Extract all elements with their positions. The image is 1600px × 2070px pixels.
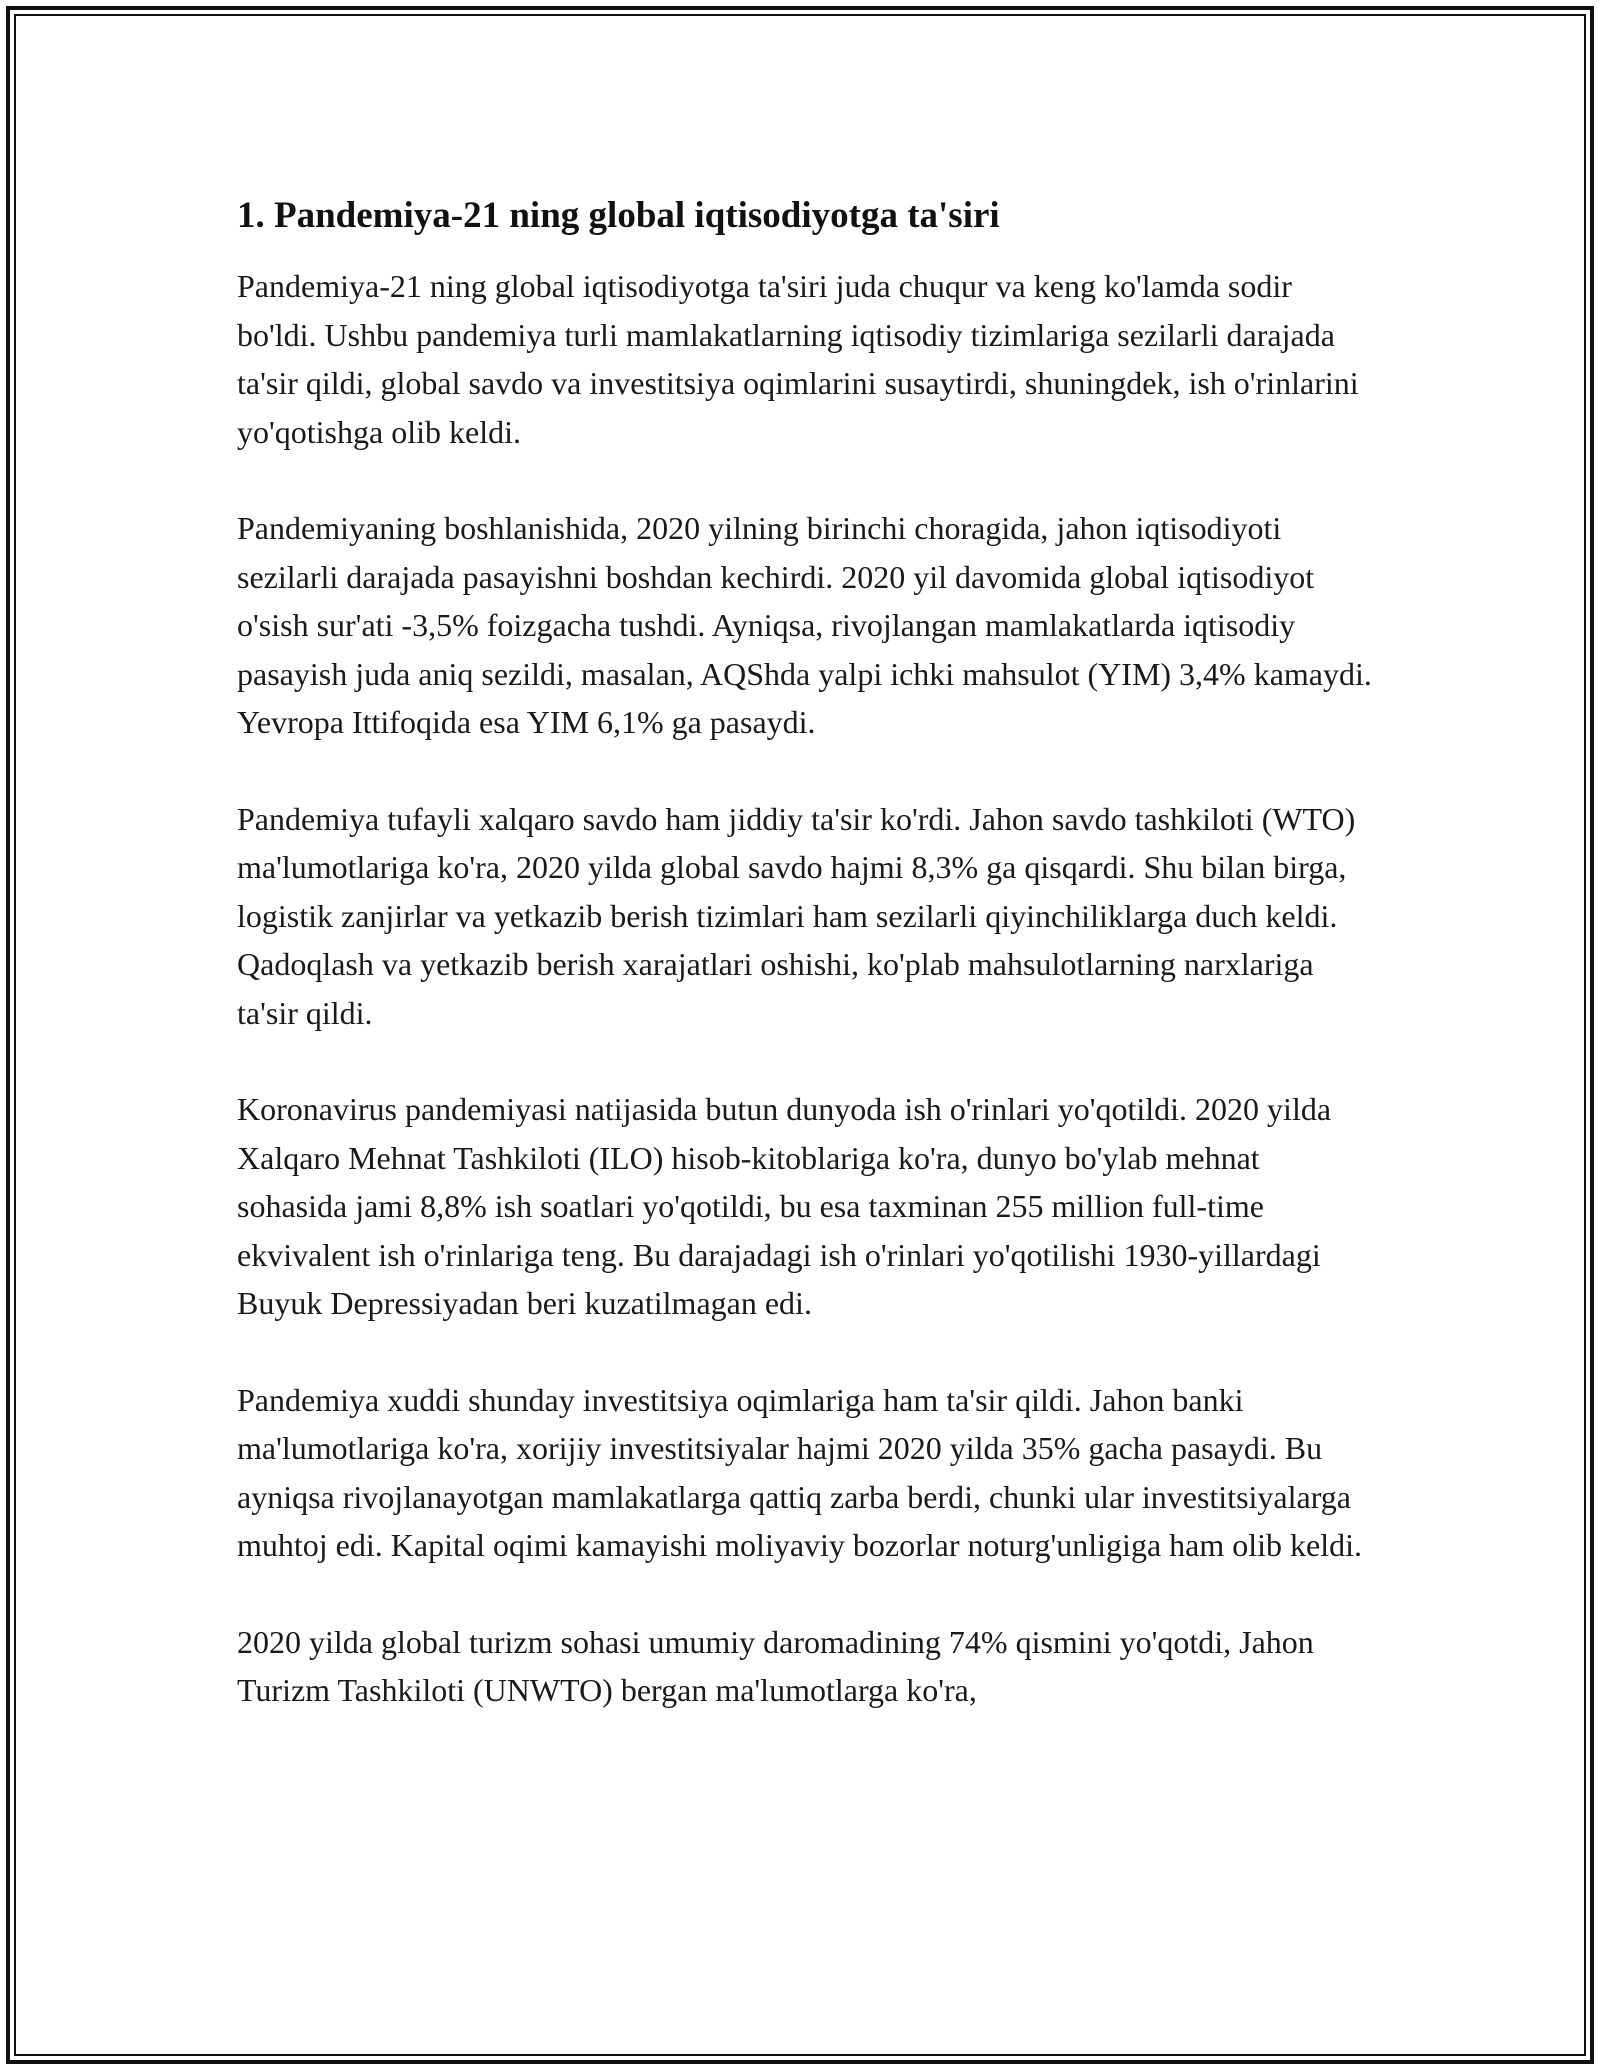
paragraph: Pandemiya-21 ning global iqtisodiyotga ta'siri juda chuqur va keng ko'lamda sodir bo'ldi. Ushbu pandemiya turli mamlakatlarning iqtisodiy tizimlariga sezilarli darajada ta'sir qildi, global savdo va investitsiya oqimlarini susaytirdi, shuningdek, ish o'rinlarini yo'qotishga olib keldi. — [237, 268, 1359, 450]
document-body — [237, 188, 1377, 1763]
paragraph: Koronavirus pandemiyasi natijasida butun dunyoda ish o'rinlari yo'qotildi. 2020 yilda Xalqaro Mehnat Tashkiloti (ILO) hisob-kitoblariga ko'ra, dunyo bo'ylab mehnat sohasida jami 8,8% ish soatlari yo'qotildi, bu esa taxminan 255 million full-time ekvivalent ish o'rinlariga teng. Bu darajadagi ish o'rinlari yo'qotilishi 1930-yillardagi Buyuk Depressiyadan beri kuzatilmagan edi. — [237, 1091, 1332, 1321]
section-heading: 1. Pandemiya-21 ning global iqtisodiyotga ta'siri — [237, 195, 1000, 236]
paragraph: Pandemiya tufayli xalqaro savdo ham jiddiy ta'sir ko'rdi. Jahon savdo tashkiloti (WTO) ma'lumotlariga ko'ra, 2020 yilda global savdo hajmi 8,3% ga qisqardi. Shu bilan birga, logistik zanjirlar va yetkazib berish tizimlari ham sezilarli qiyinchiliklarga duch keldi. Qadoqlash va yetkazib berish xarajatlari oshishi, ko'plab mahsulotlarning narxlariga ta'sir qildi. — [237, 800, 1356, 1031]
paragraph: Pandemiya xuddi shunday investitsiya oqimlariga ham ta'sir qildi. Jahon banki ma'lumotlariga ko'ra, xorijiy investitsiyalar hajmi 2020 yilda 35% gacha pasaydi. Bu ayniqsa rivojlanayotgan mamlakatlarga qattiq zarba berdi, chunki ular investitsiyalarga muhtoj edi. Kapital oqimi kamayishi moliyaviy bozorlar noturg'unligiga ham olib keldi. — [237, 1381, 1362, 1563]
paragraph: 2020 yilda global turizm sohasi umumiy daromadining 74% qismini yo'qotdi, Jahon Turizm Tashkiloti (UNWTO) bergan ma'lumotlarga ko'ra, — [237, 1623, 1314, 1708]
paragraph: Pandemiyaning boshlanishida, 2020 yilning birinchi choragida, jahon iqtisodiyoti sezilarli darajada pasayishni boshdan kechirdi. 2020 yil davomida global iqtisodiyot o'sish sur'ati -3,5% foizgacha tushdi. Ayniqsa, rivojlangan mamlakatlarda iqtisodiy pasayish juda aniq sezildi, masalan, AQShda yalpi ichki mahsulot (YIM) 3,4% kamaydi. Yevropa Ittifoqida esa YIM 6,1% ga pasaydi. — [237, 510, 1372, 740]
